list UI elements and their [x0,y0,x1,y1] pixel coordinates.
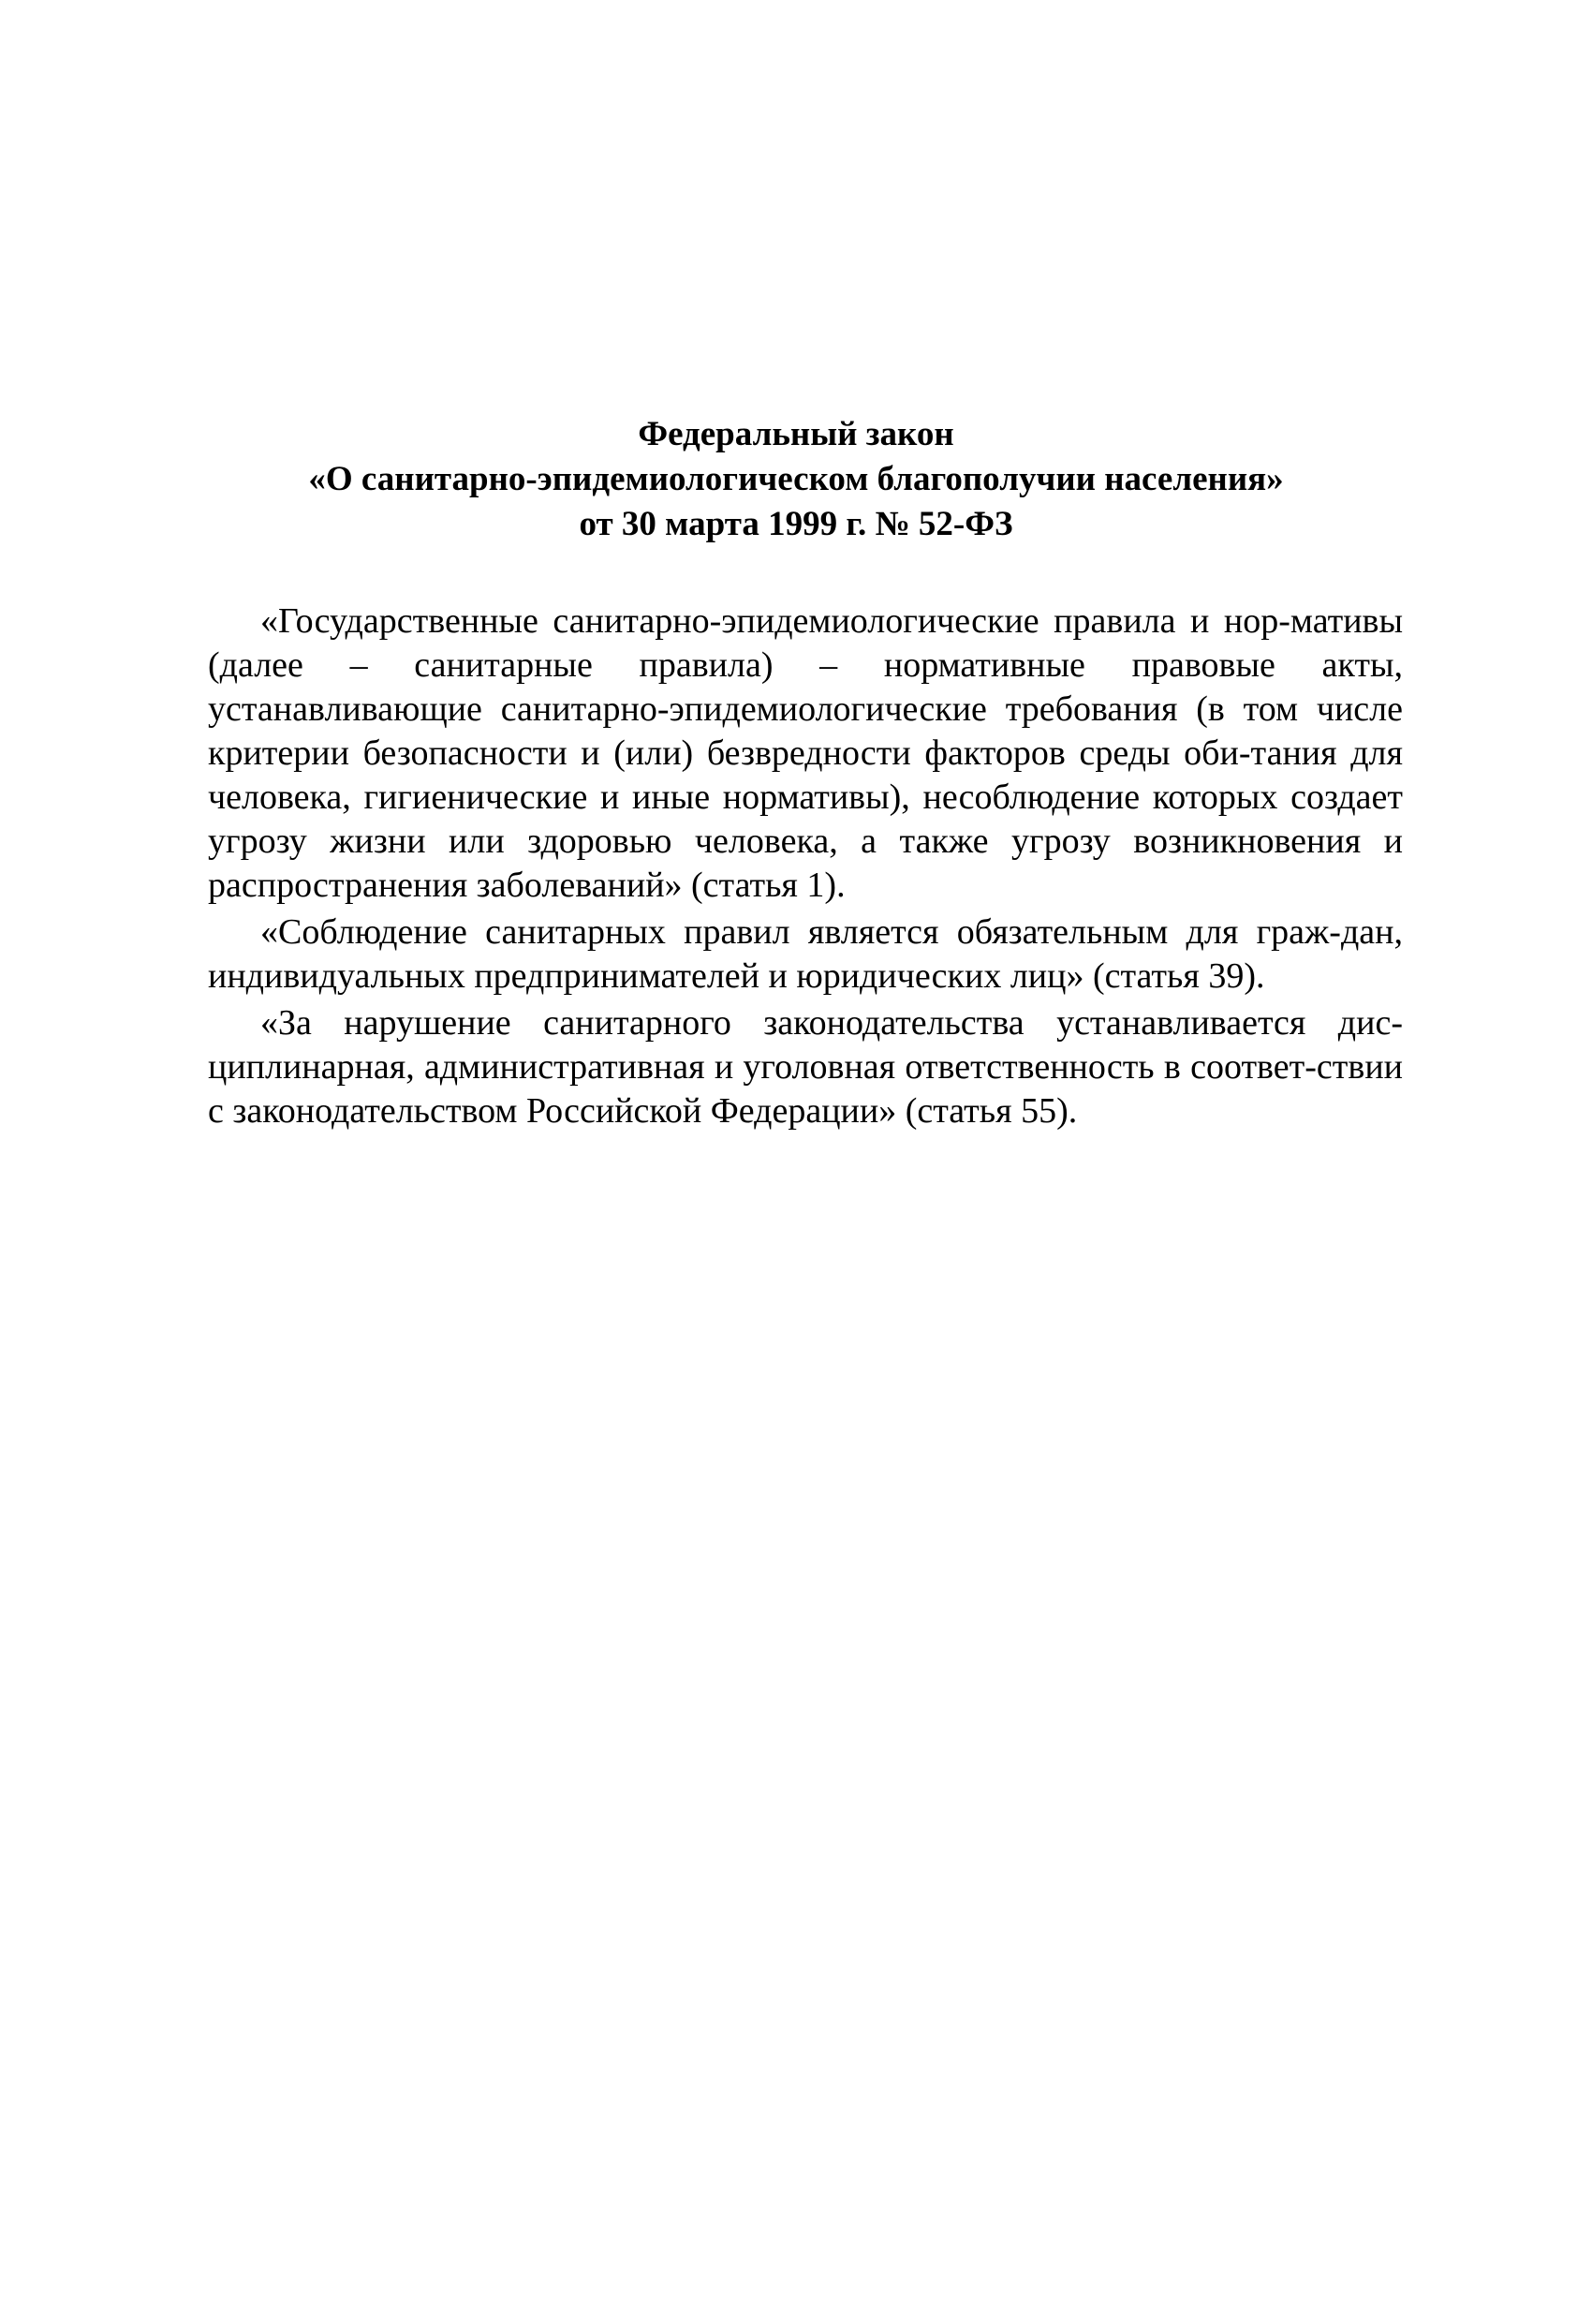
paragraph-article-39: «Соблюдение санитарных правил является обязательным для граж-дан, индивидуальных предпринимателей и юридических лиц» (статья 39). [208,912,1403,996]
title-law-name: «О санитарно-эпидемиологическом благополучии населения» [308,460,1284,499]
paragraph-article-55: «За нарушение санитарного законодательства устанавливается дис-циплинарная, административная и уголовная ответственность в соответ-ствии с законодательством Российской Федерации» (статья 55). [208,1003,1403,1131]
paragraph-article-1: «Государственные санитарно-эпидемиологические правила и нор-мативы (далее – санитарные правила) – нормативные правовые акты, устанавливающие санитарно-эпидемиологические требования (в том числе критерии безопасности и (или) безвредности факторов среды оби-тания для человека, гигиенические и иные нормативы), несоблюдение которых создает угрозу жизни или здоровью человека, а также угрозу возникновения и распространения заболеваний» (статья 1). [208,601,1403,905]
title-law-date-number: от 30 марта 1999 г. № 52-ФЗ [579,505,1013,544]
document-title [215,412,1377,547]
document-body [208,600,1403,1136]
title-law-type: Федеральный закон [638,415,954,453]
